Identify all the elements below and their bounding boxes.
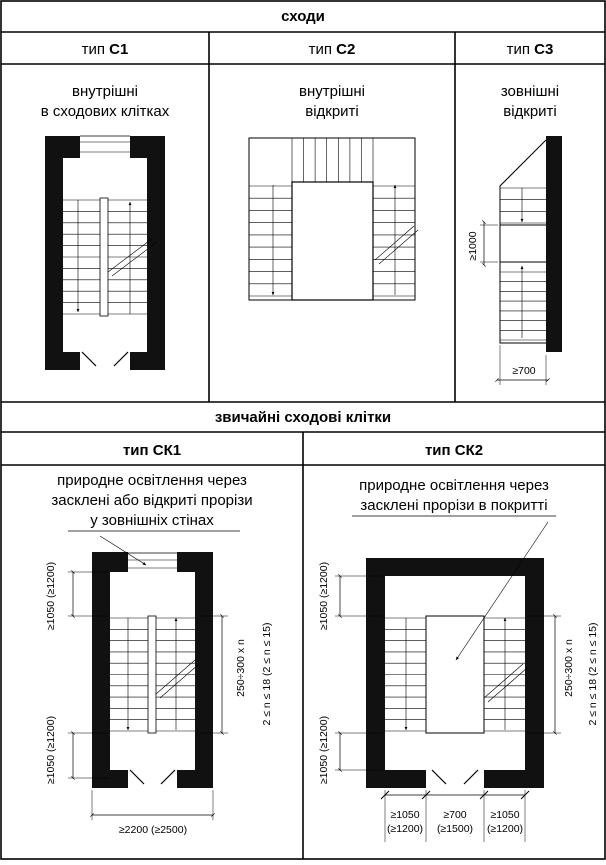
dim-ck2-landing-bottom: ≥1050 (≥1200): [318, 715, 330, 785]
dim-ck2-right-1: ≥1050: [490, 809, 520, 821]
dim-ck1-width: ≥2200 (≥2500): [118, 824, 188, 836]
plan-ck1: [68, 536, 228, 820]
plan-c1: [45, 136, 165, 370]
header-cells: звичайні сходові клітки: [214, 409, 392, 426]
desc-ck2-line2: засклені прорізи в покритті: [360, 497, 548, 514]
col-title-c2: тип С2: [308, 41, 356, 58]
desc-c2-line1: внутрішні: [299, 83, 365, 100]
col-title-c1: тип С1: [81, 41, 129, 58]
dim-c3-landing: ≥1000: [467, 231, 479, 261]
dim-c3-width: ≥700: [512, 365, 536, 377]
desc-c1-line1: внутрішні: [72, 83, 138, 100]
dim-ck2-flight: 250÷300 x n: [563, 639, 575, 697]
table-grid: [1, 1, 605, 859]
dim-ck2-steps: 2 ≤ n ≤ 18 (2 ≤ n ≤ 15): [587, 622, 599, 726]
header-stairs: сходи: [281, 8, 325, 25]
dim-ck1-landing-bottom: ≥1050 (≥1200): [45, 715, 57, 785]
plan-c3: [480, 136, 562, 385]
desc-ck1-line1: природне освітлення через: [57, 472, 247, 489]
desc-ck2-line1: природне освітлення через: [359, 477, 549, 494]
plan-ck2: [335, 522, 561, 842]
c3-treads: [500, 188, 546, 340]
dim-ck2-mid-1: ≥700: [443, 809, 467, 821]
desc-ck1-line2: засклені або відкриті прорізи: [51, 492, 253, 509]
desc-c3-line2: відкриті: [503, 103, 557, 120]
col-title-ck2: тип СК2: [424, 442, 484, 459]
col-title-ck1: тип СК1: [122, 442, 182, 459]
dim-ck1-landing-top: ≥1050 (≥1200): [45, 561, 57, 631]
plan-c2: [249, 138, 418, 300]
desc-ck1-line3: у зовнішніх стінах: [90, 512, 214, 529]
c2-treads: [249, 138, 415, 296]
dim-ck1-flight: 250÷300 x n: [235, 639, 247, 697]
dim-ck2-left-2: (≥1200): [386, 823, 424, 835]
col-title-c3: тип С3: [506, 41, 554, 58]
dim-ck2-left-1: ≥1050: [390, 809, 420, 821]
desc-c1-line2: в сходових клітках: [40, 103, 170, 120]
dim-ck1-steps: 2 ≤ n ≤ 18 (2 ≤ n ≤ 15): [261, 622, 273, 726]
dim-ck2-right-2: (≥1200): [486, 823, 524, 835]
dim-ck2-mid-2: (≥1500): [436, 823, 474, 835]
desc-c2-line2: відкриті: [305, 103, 359, 120]
desc-c3-line1: зовнішні: [500, 83, 560, 100]
dim-ck2-landing-top: ≥1050 (≥1200): [318, 561, 330, 631]
